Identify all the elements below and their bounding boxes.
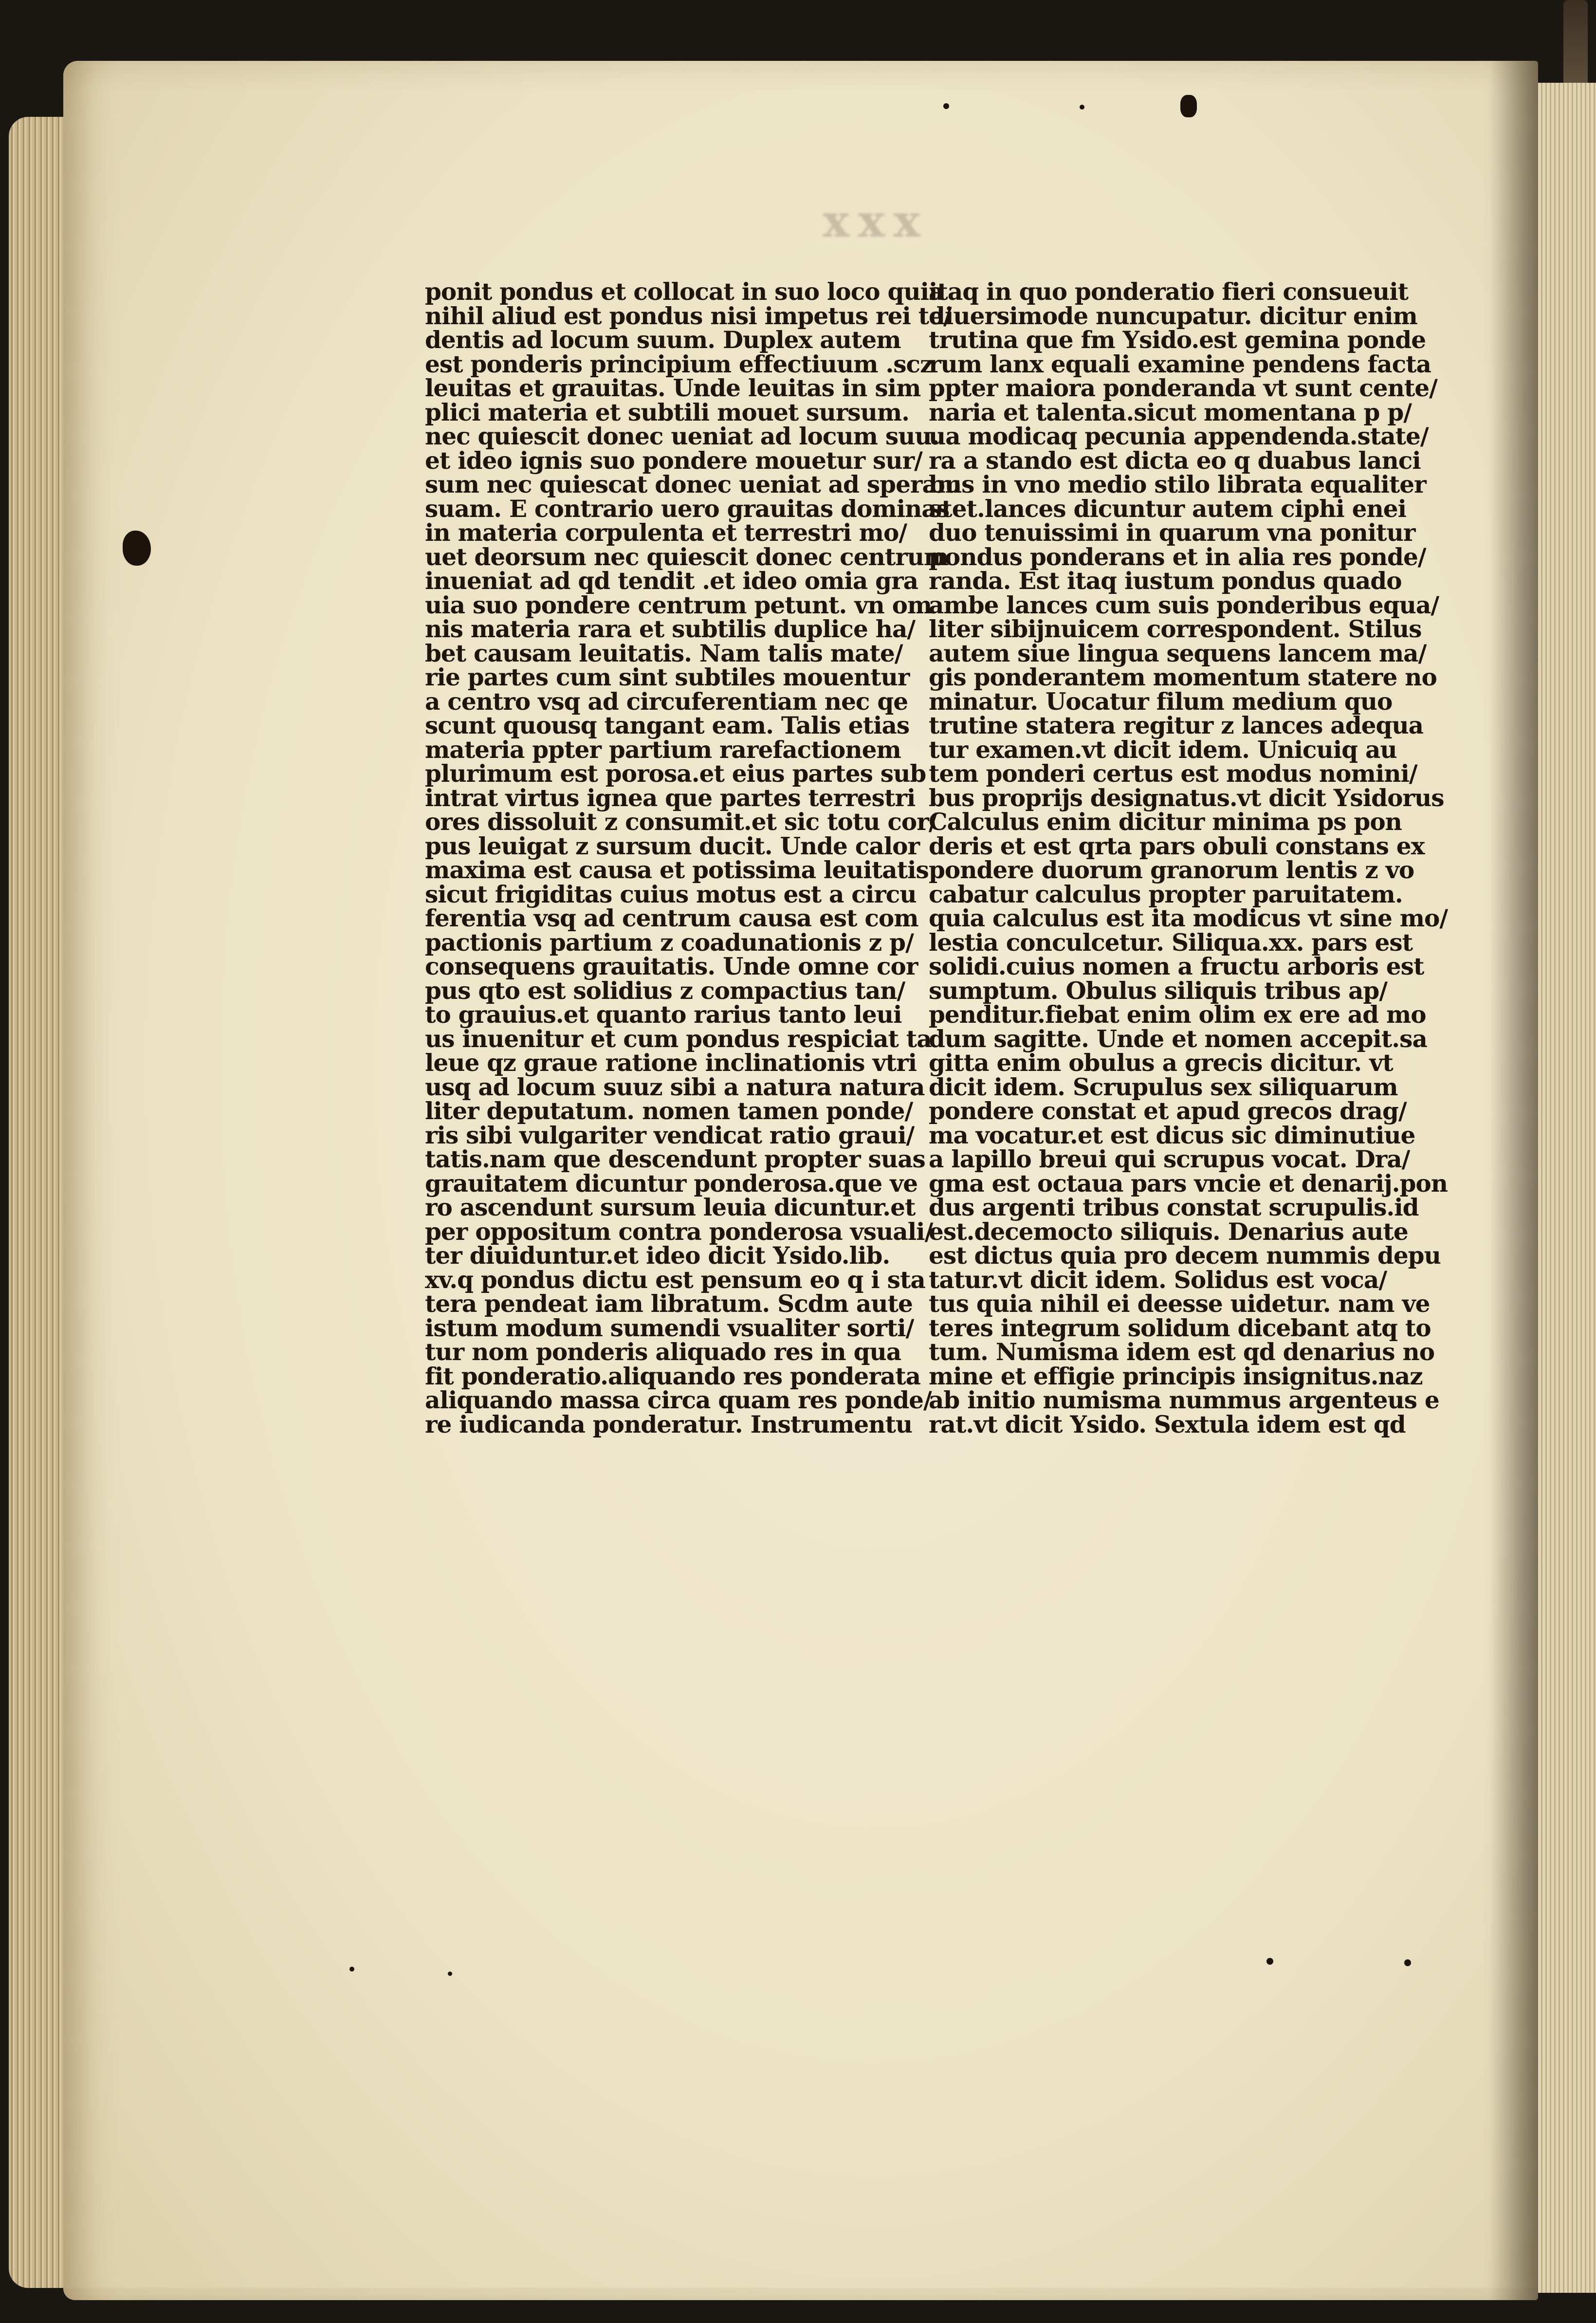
facing-page-edge: [1538, 83, 1596, 2293]
text-line: pactionis partium z coadunationis z p/: [425, 928, 914, 957]
text-line: tera pendeat iam libratum. Scdm aute: [425, 1290, 913, 1318]
text-column-left: [425, 278, 962, 1438]
text-line: pus leuigat z sursum ducit. Unde calor: [425, 832, 920, 860]
text-line: leue qz graue ratione inclinationis vtri: [425, 1049, 917, 1077]
text-line: mine et effigie principis insignitus.naz: [929, 1362, 1423, 1390]
text-line: bet causam leuitatis. Nam talis mate/: [425, 639, 903, 667]
text-line: itaq in quo ponderatio fieri consueuit: [929, 278, 1409, 306]
text-line: ponit pondus et collocat in suo loco quia: [425, 278, 944, 306]
text-line: nis materia rara et subtilis duplice ha/: [425, 615, 916, 643]
ink-dot: [1266, 1958, 1273, 1965]
text-line: tum. Numisma idem est qd denarius no: [929, 1338, 1435, 1366]
text-line: rum lanx equali examine pendens facta: [929, 350, 1431, 378]
text-line: est ponderis principium effectiuum .scz: [425, 350, 933, 378]
text-line: pondere constat et apud grecos drag/: [929, 1097, 1407, 1125]
text-line: rat.vt dicit Ysido. Sextula idem est qd: [929, 1410, 1406, 1438]
text-line: ra a stando est dicta eo q duabus lanci: [929, 446, 1421, 475]
text-line: ro ascendunt sursum leuia dicuntur.et: [425, 1194, 916, 1221]
text-line: ma vocatur.et est dicus sic diminutiue: [929, 1121, 1415, 1149]
ink-dot: [1080, 105, 1084, 110]
faint-folio-mark: xxx: [823, 195, 929, 247]
text-line: tus quia nihil ei deesse uidetur. nam ve: [929, 1290, 1430, 1318]
text-line: istum modum sumendi vsualiter sorti/: [425, 1314, 914, 1342]
text-line: suam. E contrario uero grauitas dominas: [425, 495, 950, 523]
text-line: nec quiescit donec ueniat ad locum suu.: [425, 423, 939, 450]
text-line: dus argenti tribus constat scrupulis.id: [929, 1194, 1419, 1221]
margin-stain: [123, 531, 151, 566]
text-line: est dictus quia pro decem nummis depu: [929, 1242, 1441, 1270]
text-line: minatur. Uocatur filum medium quo: [929, 687, 1393, 716]
text-line: scunt quousq tangant eam. Talis etias: [425, 712, 910, 739]
text-line: bus in vno medio stilo librata equaliter: [929, 471, 1426, 498]
ink-dot: [349, 1967, 354, 1972]
text-line: cabatur calculus propter paruitatem.: [929, 880, 1403, 908]
text-line: xv.q pondus dictu est pensum eo q i sta: [425, 1266, 925, 1294]
text-line: pondere duorum granorum lentis z vo: [929, 856, 1414, 884]
text-line: to grauius.et quanto rarius tanto leui: [425, 1001, 902, 1029]
text-line: stet.lances dicuntur autem ciphi enei: [929, 495, 1407, 523]
text-line: a lapillo breui qui scrupus vocat. Dra/: [929, 1145, 1410, 1173]
text-line: consequens grauitatis. Unde omne cor: [425, 953, 918, 980]
gutter-shadow: [1489, 61, 1538, 2300]
text-line: deris et est qrta pars obuli constans ex: [929, 832, 1425, 860]
text-line: sum nec quiescat donec ueniat ad speram: [425, 471, 962, 498]
text-line: dum sagitte. Unde et nomen accepit.sa: [929, 1025, 1427, 1053]
ink-dot: [448, 1972, 452, 1976]
text-line: quia calculus est ita modicus vt sine mo/: [929, 904, 1448, 932]
text-line: dentis ad locum suum. Duplex autem: [425, 326, 901, 354]
text-line: ppter maiora ponderanda vt sunt cente/: [929, 374, 1437, 402]
text-line: usq ad locum suuz sibi a natura natura: [425, 1073, 925, 1101]
text-line: liter sibijnuicem correspondent. Stilus: [929, 615, 1422, 643]
text-line: tatis.nam que descendunt propter suas: [425, 1145, 925, 1173]
text-line: autem siue lingua sequens lancem ma/: [929, 639, 1427, 667]
text-line: lestia conculcetur. Siliqua.xx. pars est: [929, 928, 1413, 957]
text-line: ab initio numisma nummus argenteus e: [929, 1386, 1439, 1414]
text-line: teres integrum solidum dicebant atq to: [929, 1314, 1431, 1342]
text-line: bus proprijs designatus.vt dicit Ysidorus: [929, 784, 1444, 812]
text-line: ferentia vsq ad centrum causa est com: [425, 904, 918, 932]
text-line: liter deputatum. nomen tamen ponde/: [425, 1097, 913, 1125]
text-line: a centro vsq ad circuferentiam nec qe: [425, 687, 908, 716]
text-line: est.decemocto siliquis. Denarius aute: [929, 1217, 1408, 1246]
text-line: us inuenitur et cum pondus respiciat ta: [425, 1025, 932, 1053]
text-line: rie partes cum sint subtiles mouentur: [425, 664, 910, 691]
text-line: solidi.cuius nomen a fructu arboris est: [929, 953, 1424, 980]
text-line: randa. Est itaq iustum pondus quado: [929, 567, 1402, 595]
text-line: maxima est causa et potissima leuitatis: [425, 856, 929, 884]
text-line: uia suo pondere centrum petunt. vn om: [425, 591, 932, 619]
text-line: pondus ponderans et in alia res ponde/: [929, 543, 1426, 571]
ink-dot: [943, 103, 949, 109]
text-column-right: [929, 278, 1448, 1438]
text-line: materia ppter partium rarefactionem: [425, 736, 901, 764]
text-line: diuersimode nuncupatur. dicitur enim: [929, 302, 1417, 330]
text-line: plurimum est porosa.et eius partes sub: [425, 760, 926, 788]
text-line: sicut frigiditas cuius motus est a circu: [425, 880, 917, 908]
text-line: ua modicaq pecunia appendenda.state/: [929, 423, 1429, 450]
text-line: pus qto est solidius z compactius tan/: [425, 977, 905, 1005]
text-line: et ideo ignis suo pondere mouetur sur/: [425, 446, 922, 475]
text-line: uet deorsum nec quiescit donec centrum: [425, 543, 949, 571]
text-line: in materia corpulenta et terrestri mo/: [425, 519, 907, 547]
text-line: tem ponderi certus est modus nomini/: [929, 760, 1417, 788]
text-line: inueniat ad qd tendit .et ideo omia gra: [425, 567, 918, 595]
ink-blot: [1180, 95, 1197, 117]
text-line: intrat virtus ignea que partes terrestri: [425, 784, 916, 812]
text-line: re iudicanda ponderatur. Instrumentu: [425, 1410, 913, 1438]
text-line: tur examen.vt dicit idem. Unicuiq au: [929, 736, 1397, 764]
text-line: dicit idem. Scrupulus sex siliquarum: [929, 1073, 1398, 1101]
text-line: tur nom ponderis aliquado res in qua: [425, 1338, 901, 1366]
text-line: gis ponderantem momentum statere no: [929, 664, 1437, 691]
text-line: sumptum. Obulus siliquis tribus ap/: [929, 977, 1388, 1005]
text-line: fit ponderatio.aliquando res ponderata: [425, 1362, 921, 1390]
text-line: nihil aliud est pondus nisi impetus rei te/: [425, 302, 952, 330]
text-line: trutine statera regitur z lances adequa: [929, 712, 1424, 739]
text-line: Calculus enim dicitur minima ps pon: [929, 808, 1402, 836]
text-line: gitta enim obulus a grecis dicitur. vt: [929, 1049, 1393, 1077]
text-line: aliquando massa circa quam res ponde/: [425, 1386, 932, 1414]
text-line: gma est octaua pars vncie et denarij.pon: [929, 1169, 1448, 1198]
text-line: plici materia et subtili mouet sursum.: [425, 398, 910, 426]
text-line: leuitas et grauitas. Unde leuitas in sim: [425, 374, 921, 402]
text-line: ter diuiduntur.et ideo dicit Ysido.lib.: [425, 1242, 890, 1270]
text-line: grauitatem dicuntur ponderosa.que ve: [425, 1169, 918, 1198]
text-line: trutina que fm Ysido.est gemina ponde: [929, 326, 1426, 354]
text-line: per oppositum contra ponderosa vsuali/: [425, 1217, 933, 1246]
text-line: naria et talenta.sicut momentana p p/: [929, 398, 1412, 426]
text-line: ores dissoluit z consumit.et sic totu cor/: [425, 808, 937, 836]
text-line: ambe lances cum suis ponderibus equa/: [929, 591, 1439, 619]
text-line: duo tenuissimi in quarum vna ponitur: [929, 519, 1415, 547]
text-line: tatur.vt dicit idem. Solidus est voca/: [929, 1266, 1387, 1294]
text-line: ris sibi vulgariter vendicat ratio graui/: [425, 1121, 915, 1149]
text-line: penditur.fiebat enim olim ex ere ad mo: [929, 1001, 1426, 1029]
ink-dot: [1404, 1959, 1411, 1966]
